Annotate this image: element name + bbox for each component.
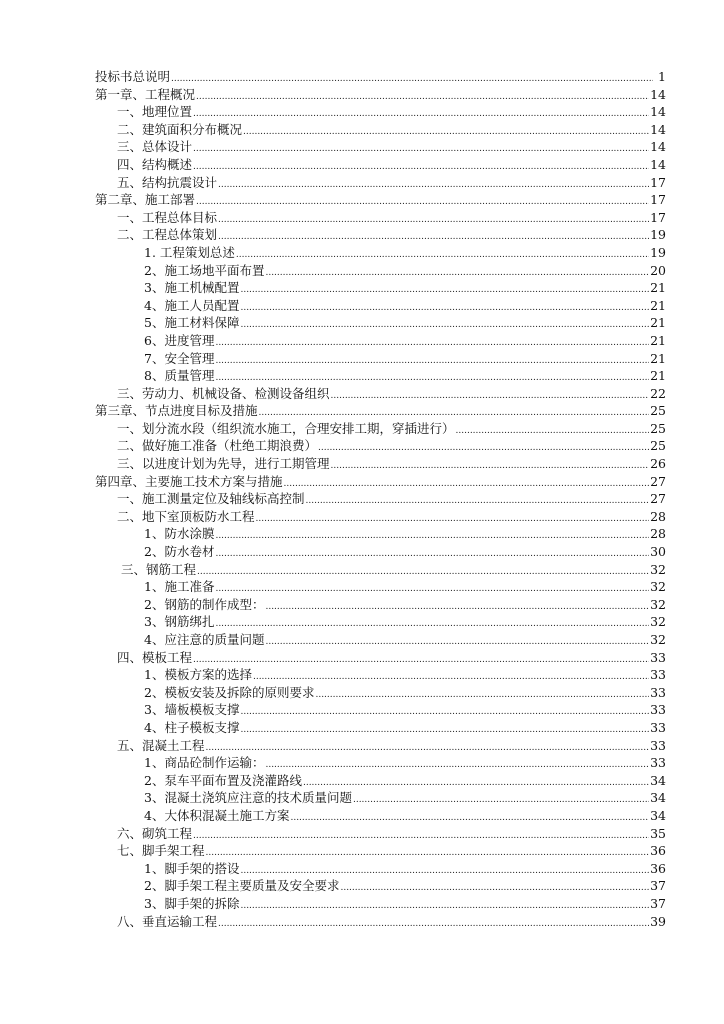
- toc-entry-page-number: 14: [650, 86, 666, 102]
- toc-dot-leader: [193, 159, 649, 177]
- toc-entry-title: 第一章、工程概况: [95, 86, 196, 102]
- toc-entry-page-number: 28: [650, 526, 666, 542]
- toc-entry-page-number: 21: [650, 350, 666, 366]
- toc-entry[interactable]: [95, 895, 666, 913]
- toc-entry-page-number: 17: [650, 192, 666, 208]
- toc-entry[interactable]: [95, 226, 666, 244]
- toc-entry[interactable]: [95, 825, 666, 843]
- toc-entry[interactable]: [95, 68, 666, 86]
- toc-entry-page-number: 17: [650, 174, 666, 190]
- toc-entry[interactable]: [95, 138, 666, 156]
- toc-entry-title: 第四章、主要施工技术方案与措施: [95, 473, 283, 489]
- toc-entry-page-number: 28: [650, 508, 666, 524]
- toc-entry[interactable]: [95, 807, 666, 825]
- toc-dot-leader: [240, 317, 649, 335]
- toc-entry-title: 4、应注意的质量问题: [144, 632, 265, 647]
- toc-dot-leader: [240, 722, 649, 740]
- toc-entry-title: 五、结构抗震设计: [117, 174, 218, 190]
- toc-dot-leader: [193, 828, 649, 846]
- toc-entry-title: 5、施工材料保障: [144, 315, 240, 331]
- toc-dot-leader: [265, 265, 649, 283]
- toc-dot-leader: [193, 106, 649, 124]
- toc-dot-leader: [290, 810, 649, 828]
- toc-entry[interactable]: [95, 350, 666, 368]
- toc-entry-title: 一、施工测量定位及轴线标高控制: [117, 491, 305, 507]
- toc-dot-leader: [265, 757, 649, 775]
- toc-entry-page-number: 26: [650, 456, 666, 472]
- toc-entry-title: 2、防水卷材: [144, 544, 215, 560]
- toc-entry-title: 2、脚手架工程主要质量及安全要求: [144, 878, 340, 894]
- toc-entry[interactable]: [95, 543, 666, 561]
- toc-dot-leader: [240, 898, 649, 916]
- toc-entry[interactable]: [95, 701, 666, 719]
- toc-entry[interactable]: [95, 666, 666, 684]
- toc-entry[interactable]: [95, 525, 666, 543]
- toc-entry[interactable]: [95, 209, 666, 227]
- toc-dot-leader: [218, 212, 649, 230]
- toc-entry-page-number: 32: [650, 579, 666, 595]
- toc-dot-leader: [218, 916, 649, 934]
- toc-entry-title: 1、商品砼制作运输：: [144, 755, 265, 771]
- toc-entry-title: 投标书总说明: [95, 69, 171, 84]
- toc-entry-page-number: 25: [650, 403, 666, 419]
- toc-dot-leader: [265, 599, 649, 617]
- toc-entry[interactable]: [95, 420, 666, 438]
- toc-dot-leader: [218, 229, 649, 247]
- toc-entry-page-number: 35: [650, 825, 666, 841]
- toc-entry-page-number: 25: [650, 438, 666, 454]
- toc-entry-title: 一、工程总体目标: [117, 209, 218, 225]
- toc-dot-leader: [303, 775, 649, 793]
- toc-entry[interactable]: [95, 103, 666, 121]
- toc-dot-leader: [284, 476, 650, 494]
- toc-entry-page-number: 27: [650, 491, 666, 507]
- toc-entry-page-number: 39: [650, 913, 666, 929]
- toc-entry-page-number: 21: [650, 280, 666, 296]
- toc-entry[interactable]: [95, 596, 666, 614]
- toc-entry-page-number: 33: [650, 684, 666, 700]
- toc-entry[interactable]: [95, 719, 666, 737]
- toc-entry-page-number: 36: [650, 843, 666, 859]
- toc-entry-title: 五、混凝土工程: [117, 737, 205, 753]
- toc-dot-leader: [196, 89, 649, 107]
- toc-dot-leader: [197, 564, 649, 582]
- toc-entry-title: 四、结构概述: [117, 156, 193, 172]
- toc-entry[interactable]: [95, 332, 666, 350]
- toc-dot-leader: [215, 353, 649, 371]
- toc-entry-title: 3、墙板模板支撑: [144, 702, 240, 718]
- toc-dot-leader: [240, 704, 649, 722]
- toc-entry-title: 3、脚手架的拆除: [144, 895, 240, 911]
- toc-entry[interactable]: [95, 490, 666, 508]
- toc-entry-page-number: 33: [650, 737, 666, 753]
- toc-entry-page-number: 33: [650, 702, 666, 718]
- toc-entry-page-number: 14: [650, 104, 666, 120]
- toc-entry-page-number: 22: [650, 385, 666, 401]
- toc-entry-page-number: 36: [650, 860, 666, 876]
- toc-entry[interactable]: [95, 156, 666, 174]
- toc-entry[interactable]: [95, 561, 666, 579]
- toc-entry-title: 二、建筑面积分布概况: [117, 121, 243, 137]
- toc-entry-title: 二、地下室顶板防水工程: [117, 508, 255, 524]
- toc-entry-page-number: 17: [650, 209, 666, 225]
- toc-entry-page-number: 14: [650, 156, 666, 172]
- toc-dot-leader: [206, 740, 650, 758]
- toc-entry[interactable]: [95, 877, 666, 895]
- toc-entry-page-number: 33: [650, 719, 666, 735]
- toc-dot-leader: [236, 247, 649, 265]
- toc-dot-leader: [218, 177, 649, 195]
- toc-entry-page-number: 21: [650, 332, 666, 348]
- toc-entry-title: 1、防水涂膜: [144, 526, 215, 542]
- toc-entry-page-number: 21: [650, 368, 666, 384]
- toc-entry-title: 4、大体积混凝土施工方案: [144, 807, 290, 823]
- toc-dot-leader: [318, 440, 649, 458]
- toc-dot-leader: [331, 458, 650, 476]
- toc-entry-title: 四、模板工程: [117, 649, 193, 665]
- toc-entry-page-number: 33: [650, 667, 666, 683]
- toc-entry-title: 第三章、节点进度目标及措施: [95, 403, 258, 419]
- toc-entry-title: 八、垂直运输工程: [117, 913, 218, 929]
- toc-entry-page-number: 25: [650, 420, 666, 436]
- toc-entry[interactable]: [95, 631, 666, 649]
- toc-entry-title: 2、泵车平面布置及浇灌路线: [144, 772, 302, 788]
- toc-dot-leader: [240, 300, 649, 318]
- toc-entry[interactable]: [95, 367, 666, 385]
- toc-entry-title: 第二章、施工部署: [95, 192, 196, 208]
- toc-entry-title: 8、质量管理: [144, 368, 215, 384]
- toc-dot-leader: [171, 71, 653, 89]
- toc-dot-leader: [215, 546, 649, 564]
- toc-entry[interactable]: [95, 772, 666, 790]
- toc-entry[interactable]: [95, 842, 666, 860]
- toc-dot-leader: [215, 616, 649, 634]
- toc-dot-leader: [340, 880, 649, 898]
- toc-entry-page-number: 33: [650, 755, 666, 771]
- toc-entry-title: 4、施工人员配置: [144, 297, 240, 313]
- toc-entry[interactable]: [95, 754, 666, 772]
- toc-entry-page-number: 32: [650, 596, 666, 612]
- toc-entry-page-number: 19: [650, 244, 666, 260]
- toc-entry-page-number: 14: [650, 139, 666, 155]
- toc-entry-title: 1、脚手架的搭设: [144, 860, 240, 876]
- toc-entry-page-number: 33: [650, 649, 666, 665]
- toc-entry-page-number: 19: [650, 227, 666, 243]
- toc-entry[interactable]: [95, 613, 666, 631]
- toc-entry[interactable]: [95, 455, 666, 473]
- toc-dot-leader: [240, 282, 649, 300]
- toc-entry-title: 二、做好施工准备（杜绝工期浪费）: [117, 438, 318, 454]
- toc-entry[interactable]: [95, 297, 666, 315]
- toc-entry-page-number: 30: [650, 544, 666, 560]
- toc-entry-title: 7、安全管理: [144, 350, 215, 366]
- toc-entry-page-number: 1: [658, 69, 666, 84]
- table-of-contents: [95, 68, 666, 930]
- toc-entry-page-number: 21: [650, 297, 666, 313]
- toc-entry-title: 2、钢筋的制作成型：: [144, 596, 265, 612]
- toc-dot-leader: [306, 493, 650, 511]
- toc-entry-page-number: 21: [650, 315, 666, 331]
- toc-entry[interactable]: [95, 121, 666, 139]
- toc-entry[interactable]: [95, 174, 666, 192]
- toc-entry-title: 3、钢筋绑扎: [144, 614, 215, 630]
- toc-entry-title: 4、柱子模板支撑: [144, 719, 240, 735]
- toc-entry-page-number: 20: [650, 262, 666, 278]
- toc-entry[interactable]: [95, 262, 666, 280]
- toc-entry[interactable]: [95, 473, 666, 491]
- toc-entry-title: 2、施工场地平面布置: [144, 262, 265, 278]
- toc-dot-leader: [256, 511, 650, 529]
- toc-entry-title: 6、进度管理: [144, 332, 215, 348]
- toc-entry[interactable]: [95, 649, 666, 667]
- toc-entry-title: 3、施工机械配置: [144, 280, 240, 296]
- toc-entry-page-number: 32: [650, 561, 666, 577]
- toc-entry-page-number: 37: [650, 878, 666, 894]
- toc-entry-page-number: 32: [650, 614, 666, 630]
- toc-entry-title: 1、模板方案的选择: [144, 667, 252, 683]
- toc-entry-title: 二、工程总体策划: [117, 227, 218, 243]
- toc-dot-leader: [196, 194, 649, 212]
- toc-entry-title: 六、砌筑工程: [117, 825, 193, 841]
- toc-entry[interactable]: [95, 191, 666, 209]
- toc-entry[interactable]: [95, 578, 666, 596]
- toc-entry[interactable]: [95, 913, 666, 931]
- toc-dot-leader: [193, 141, 649, 159]
- toc-entry[interactable]: [95, 508, 666, 526]
- toc-dot-leader: [193, 652, 649, 670]
- toc-entry-title: 1. 工程策划总述: [144, 244, 235, 260]
- toc-entry[interactable]: [95, 684, 666, 702]
- toc-dot-leader: [206, 845, 650, 863]
- toc-dot-leader: [331, 388, 650, 406]
- toc-entry-page-number: 34: [650, 790, 666, 806]
- toc-entry-page-number: 37: [650, 895, 666, 911]
- toc-entry-title: 三、总体设计: [117, 139, 193, 155]
- toc-dot-leader: [353, 792, 649, 810]
- toc-dot-leader: [315, 687, 649, 705]
- toc-entry-title: 七、脚手架工程: [117, 843, 205, 859]
- toc-dot-leader: [456, 423, 650, 441]
- toc-entry-page-number: 34: [650, 807, 666, 823]
- toc-dot-leader: [215, 581, 649, 599]
- toc-entry[interactable]: [95, 402, 666, 420]
- toc-entry[interactable]: [95, 860, 666, 878]
- toc-dot-leader: [215, 335, 649, 353]
- toc-entry-title: 三、以进度计划为先导，进行工期管理: [117, 456, 330, 472]
- toc-entry[interactable]: [95, 314, 666, 332]
- toc-entry-title: 2、模板安装及拆除的原则要求: [144, 684, 315, 700]
- toc-entry[interactable]: [95, 385, 666, 403]
- toc-entry-title: 三、钢筋工程: [121, 561, 197, 577]
- toc-entry-title: 一、划分流水段（组织流水施工，合理安排工期，穿插进行）: [117, 420, 455, 436]
- toc-entry[interactable]: [95, 789, 666, 807]
- toc-entry-page-number: 34: [650, 772, 666, 788]
- toc-entry[interactable]: [95, 244, 666, 262]
- toc-entry[interactable]: [95, 86, 666, 104]
- toc-entry-title: 3、混凝土浇筑应注意的技术质量问题: [144, 790, 352, 806]
- toc-entry-title: 一、地理位置: [117, 104, 193, 120]
- toc-entry-title: 三、劳动力、机械设备、检测设备组织: [117, 385, 330, 401]
- toc-entry-page-number: 14: [650, 121, 666, 137]
- toc-entry-page-number: 32: [650, 632, 666, 647]
- toc-entry[interactable]: [95, 279, 666, 297]
- toc-entry-page-number: 27: [650, 473, 666, 489]
- toc-entry[interactable]: [95, 437, 666, 455]
- toc-dot-leader: [215, 528, 649, 546]
- toc-entry-title: 1、施工准备: [144, 579, 215, 595]
- toc-dot-leader: [243, 124, 649, 142]
- toc-dot-leader: [265, 634, 649, 652]
- toc-entry[interactable]: [95, 737, 666, 755]
